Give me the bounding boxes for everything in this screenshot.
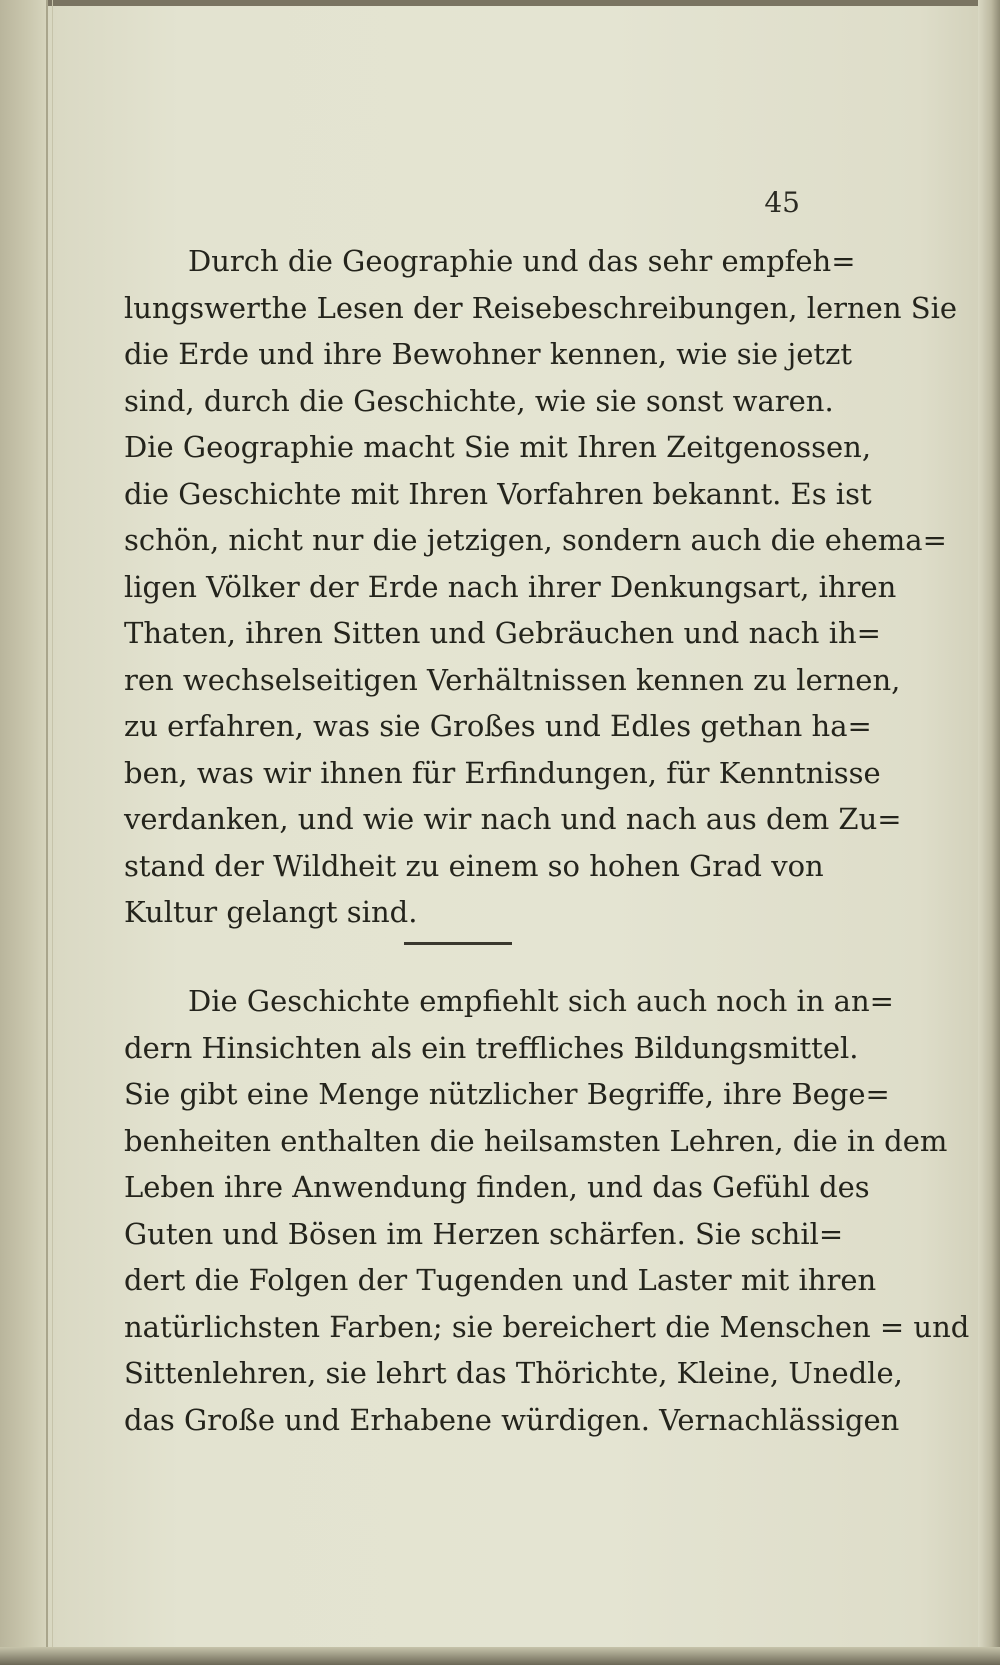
text-line: zu erfahren, was sie Großes und Edles gethan ha=	[124, 709, 872, 743]
text-line: schön, nicht nur die jetzigen, sondern auch die ehema=	[124, 523, 947, 557]
text-line: ren wechselseitigen Verhältnissen kennen zu lernen,	[124, 662, 901, 697]
text-line: Kultur gelangt sind.	[124, 895, 418, 929]
text-line: Sie gibt eine Menge nützlicher Begriffe, ihre Bege=	[124, 1077, 890, 1111]
page-number: 45	[764, 186, 800, 219]
text-line: verdanken, und wie wir nach und nach aus dem Zu=	[124, 802, 902, 836]
paragraph-1	[124, 238, 958, 936]
text-line: dern Hinsichten als ein treffliches Bildungsmittel.	[124, 1030, 859, 1065]
text-line: Durch die Geographie und das sehr empfeh=	[188, 244, 856, 278]
text-line: Guten und Bösen im Herzen schärfen. Sie schil=	[124, 1216, 844, 1251]
text-line: Sittenlehren, sie lehrt das Thörichte, Kleine, Unedle,	[124, 1356, 903, 1390]
text-line: ben, was wir ihnen für Erfindungen, für Kenntnisse	[124, 755, 881, 790]
text-line: das Große und Erhabene würdigen. Vernachlässigen	[124, 1402, 900, 1437]
text-line: stand der Wildheit zu einem so hohen Grad von	[124, 848, 824, 883]
text-line: Thaten, ihren Sitten und Gebräuchen und nach ih=	[124, 616, 881, 650]
section-divider	[404, 942, 512, 945]
text-line: Die Geschichte empfiehlt sich auch noch in an=	[188, 984, 894, 1018]
text-line: die Geschichte mit Ihren Vorfahren bekannt. Es ist	[124, 476, 872, 511]
page-bottom-edge	[0, 1647, 1000, 1665]
text-line: dert die Folgen der Tugenden und Laster mit ihren	[124, 1263, 877, 1297]
binding-fold-line	[52, 0, 53, 1665]
page-right-edge	[978, 0, 1000, 1665]
page-top-edge	[0, 0, 1000, 6]
book-binding	[0, 0, 48, 1665]
text-line: sind, durch die Geschichte, wie sie sonst waren.	[124, 383, 834, 418]
text-line: Leben ihre Anwendung finden, und das Gefühl des	[124, 1170, 870, 1204]
text-line: Die Geographie macht Sie mit Ihren Zeitgenossen,	[124, 430, 872, 464]
paragraph-2	[124, 978, 970, 1443]
text-line: die Erde und ihre Bewohner kennen, wie sie jetzt	[124, 337, 853, 371]
text-line: benheiten enthalten die heilsamsten Lehren, die in dem	[124, 1123, 948, 1158]
text-line: ligen Völker der Erde nach ihrer Denkungsart, ihren	[124, 569, 897, 604]
text-line: lungswerthe Lesen der Reisebeschreibungen, lernen Sie	[124, 290, 958, 325]
text-line: natürlichsten Farben; sie bereichert die Menschen = und	[124, 1309, 970, 1344]
